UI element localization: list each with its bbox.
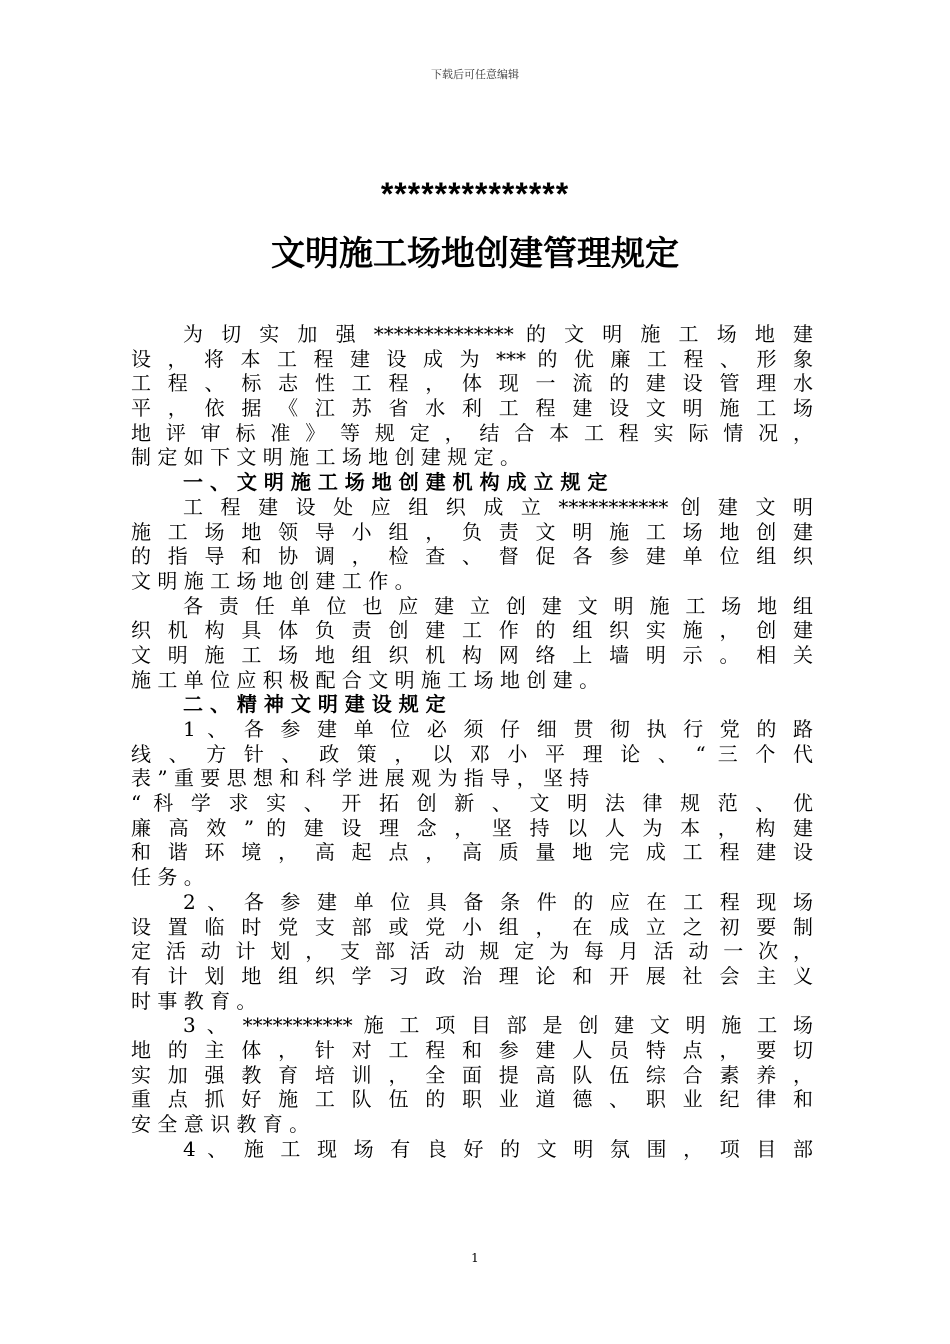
paragraph-line: 重 点 抓 好 施 工 队 伍 的 职 业 道 德 、 职 业 纪 律 和: [131, 1087, 813, 1112]
paragraph-line: 设 置 临 时 党 支 部 或 党 小 组 ， 在 成 立 之 初 要 制: [131, 914, 813, 939]
paragraph-line: 实 加 强 教 育 培 训 ， 全 面 提 高 队 伍 综 合 素 养 ，: [131, 1062, 813, 1087]
document-title: 文明施工场地创建管理规定: [271, 234, 679, 274]
section-heading: 一 、 文 明 施 工 场 地 创 建 机 构 成 立 规 定: [183, 470, 608, 495]
paragraph-line: 为 切 实 加 强 ************** 的 文 明 施 工 场 地 建: [183, 322, 813, 346]
title-stars: **************: [380, 176, 570, 212]
paragraph-line: 平 ， 依 据 《 江 苏 省 水 利 工 程 建 设 文 明 施 工 场: [131, 396, 813, 421]
paragraph-line: 3 、 *********** 施 工 项 目 部 是 创 建 文 明 施 工 场: [183, 1013, 813, 1038]
paragraph-line: 施 工 单 位 应 积 极 配 合 文 明 施 工 场 地 创 建 。: [131, 667, 600, 692]
paragraph-line: 有 计 划 地 组 织 学 习 政 治 理 论 和 开 展 社 会 主 义: [131, 963, 813, 988]
paragraph-line: 地 评 审 标 准 》 等 规 定 ， 结 合 本 工 程 实 际 情 况 ，: [131, 420, 813, 445]
paragraph-line: 廉 高 效 ” 的 建 设 理 念 ， 坚 持 以 人 为 本 ， 构 建: [131, 815, 813, 840]
paragraph-line: 4 、 施 工 现 场 有 良 好 的 文 明 氛 围 ， 项 目 部: [183, 1136, 813, 1161]
paragraph-line: 各 责 任 单 位 也 应 建 立 创 建 文 明 施 工 场 地 组: [183, 593, 813, 618]
paragraph-line: 文 明 施 工 场 地 创 建 工 作 。: [131, 568, 415, 593]
paragraph-line: 施 工 场 地 领 导 小 组 ， 负 责 文 明 施 工 场 地 创 建: [131, 519, 813, 544]
paragraph-line: 工 程 、 标 志 性 工 程 ， 体 现 一 流 的 建 设 管 理 水: [131, 371, 813, 396]
paragraph-line: 文 明 施 工 场 地 组 织 机 构 网 络 上 墙 明 示 。 相 关: [131, 642, 813, 667]
paragraph-line: 任 务 。: [131, 865, 204, 890]
paragraph-line: 时 事 教 育 。: [131, 988, 257, 1013]
paragraph-line: 工 程 建 设 处 应 组 织 成 立 *********** 创 建 文 明: [183, 494, 813, 519]
paragraph-line: 织 机 构 具 体 负 责 创 建 工 作 的 组 织 实 施 ， 创 建: [131, 618, 813, 643]
paragraph-line: 设 ， 将 本 工 程 建 设 成 为 *** 的 优 廉 工 程 、 形 象: [131, 346, 813, 371]
section-heading: 二 、 精 神 文 明 建 设 规 定: [183, 692, 446, 717]
document-body: [131, 322, 813, 1161]
paragraph-line: 表 ” 重 要 思 想 和 科 学 进 展 观 为 指 导 ， 坚 持: [131, 766, 590, 791]
paragraph-line: “ 科 学 求 实 、 开 拓 创 新 、 文 明 法 律 规 范 、 优: [131, 791, 813, 816]
paragraph-line: 定 活 动 计 划 ， 支 部 活 动 规 定 为 每 月 活 动 一 次 ，: [131, 939, 813, 964]
page-number: 1: [471, 1251, 479, 1265]
paragraph-line: 和 谐 环 境 ， 高 起 点 ， 高 质 量 地 完 成 工 程 建 设: [131, 840, 813, 865]
header-note: 下载后可任意编辑: [431, 68, 519, 81]
paragraph-line: 制 定 如 下 文 明 施 工 场 地 创 建 规 定 。: [131, 445, 521, 470]
paragraph-line: 的 指 导 和 协 调 ， 检 查 、 督 促 各 参 建 单 位 组 织: [131, 544, 813, 569]
paragraph-line: 2 、 各 参 建 单 位 具 备 条 件 的 应 在 工 程 现 场: [183, 889, 813, 914]
paragraph-line: 安 全 意 识 教 育 。: [131, 1112, 310, 1136]
paragraph-line: 线 、 方 针 、 政 策 ， 以 邓 小 平 理 论 、 “ 三 个 代: [131, 741, 813, 766]
paragraph-line: 1 、 各 参 建 单 位 必 须 仔 细 贯 彻 执 行 党 的 路: [183, 717, 813, 741]
paragraph-line: 地 的 主 体 ， 针 对 工 程 和 参 建 人 员 特 点 ， 要 切: [131, 1037, 813, 1062]
